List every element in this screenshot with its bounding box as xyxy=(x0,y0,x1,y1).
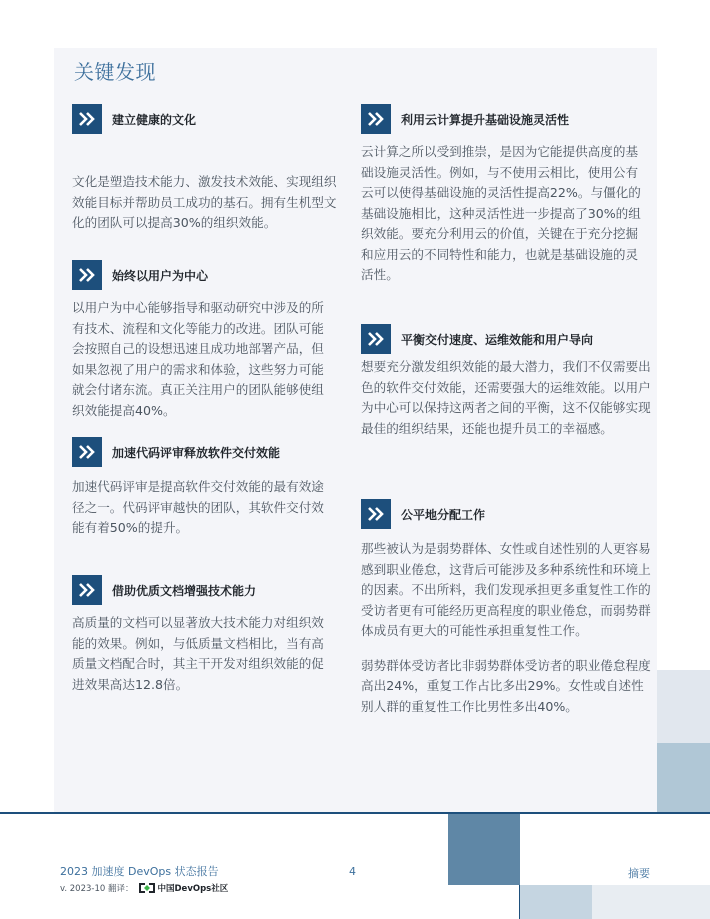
section-header xyxy=(361,324,651,354)
version-line xyxy=(60,882,228,894)
devops-community-logo xyxy=(138,882,229,894)
finding-cloud-flexibility xyxy=(361,104,645,286)
section-title: 公平地分配工作 xyxy=(401,507,486,522)
double-chevron-right-icon xyxy=(72,260,102,290)
section-body: 那些被认为是弱势群体、女性或自述性别的人更容易感到职业倦怠，这背后可能涉及多种系统性和环境上的因素。不出所料，我们发现承担更多重复性工作的受访者更有可能经历更高程度的职业倦怠，而弱势群体成员有更大的可能性承担重复性工作。 xyxy=(361,541,651,638)
section-title: 加速代码评审释放软件交付效能 xyxy=(112,445,281,460)
finding-balance-delivery xyxy=(361,324,651,439)
section-title: 建立健康的文化 xyxy=(112,112,197,127)
double-chevron-right-icon xyxy=(72,437,102,467)
section-header xyxy=(72,260,334,290)
section-header xyxy=(72,104,340,134)
decor-divider xyxy=(519,885,520,919)
section-title: 借助优质文档增强技术能力 xyxy=(112,583,257,598)
section-body: 文化是塑造技术能力、激发技术效能、实现组织效能目标并帮助员工成功的基石。拥有生机型文化的团队可以提高30%的组织效能。 xyxy=(72,174,337,230)
section-header xyxy=(361,104,645,134)
logo-text: 中国DevOps社区 xyxy=(157,884,229,894)
section-body-2: 弱势群体受访者比非弱势群体受访者的职业倦怠程度高出24%，重复工作占比多出29%。女性或自述性别人群的重复性工作比男性多出40%。 xyxy=(361,657,651,714)
section-title: 平衡交付速度、运维效能和用户导向 xyxy=(401,332,594,347)
double-chevron-right-icon xyxy=(361,104,391,134)
section-header xyxy=(72,575,334,605)
devops-logo-icon xyxy=(138,882,156,894)
section-header xyxy=(361,499,651,529)
double-chevron-right-icon xyxy=(72,575,102,605)
decor-block xyxy=(592,885,710,919)
section-title: 始终以用户为中心 xyxy=(112,268,209,283)
double-chevron-right-icon xyxy=(72,104,102,134)
decor-block xyxy=(520,885,592,919)
double-chevron-right-icon xyxy=(361,499,391,529)
page-title: 关键发现 xyxy=(74,60,156,84)
decor-block xyxy=(448,814,520,885)
finding-fair-work xyxy=(361,499,651,717)
section-body: 云计算之所以受到推崇，是因为它能提供高度的基础设施灵活性。例如，与不使用云相比，使用公有云可以使得基础设施的灵活性提高22%。与僵化的基础设施相比，这种灵活性进一步提高了30%的组织效能。要充分利用云的价值，关键在于充分挖掘和应用云的不同特性和能力，也就是基础设施的灵活性。 xyxy=(361,144,641,282)
page-number: 4 xyxy=(349,865,356,878)
decor-block xyxy=(657,670,710,743)
version-text: v. 2023-10 翻译： xyxy=(60,884,134,894)
report-title: 2023 加速度 DevOps 状态报告 xyxy=(60,865,219,878)
section-label: 摘要 xyxy=(628,867,650,880)
finding-user-centric xyxy=(72,260,334,421)
finding-documentation xyxy=(72,575,334,695)
section-header xyxy=(72,437,334,467)
section-body: 以用户为中心能够指导和驱动研究中涉及的所有技术、流程和文化等能力的改进。团队可能会按照自己的设想迅速且成功地部署产品，但如果忽视了用户的需求和体验，这些努力可能就会付诸东流。真正关注用户的团队能够使组织效能提高40%。 xyxy=(72,300,324,418)
section-body: 高质量的文档可以显著放大技术能力对组织效能的效果。例如，与低质量文档相比，当有高质量文档配合时，其主干开发对组织效能的促进效果高达12.8倍。 xyxy=(72,615,324,692)
section-body: 加速代码评审是提高软件交付效能的最有效途径之一。代码评审越快的团队，其软件交付效能有着50%的提升。 xyxy=(72,479,324,535)
double-chevron-right-icon xyxy=(361,324,391,354)
footer-rule xyxy=(0,812,710,814)
decor-block xyxy=(657,743,710,813)
finding-healthy-culture xyxy=(72,104,340,234)
section-title: 利用云计算提升基础设施灵活性 xyxy=(401,112,570,127)
finding-code-review xyxy=(72,437,334,539)
section-body: 想要充分激发组织效能的最大潜力，我们不仅需要出色的软件交付效能，还需要强大的运维效能。以用户为中心可以保持这两者之间的平衡，这不仅能够实现最佳的组织结果，还能也提升员工的幸福感。 xyxy=(361,359,651,436)
